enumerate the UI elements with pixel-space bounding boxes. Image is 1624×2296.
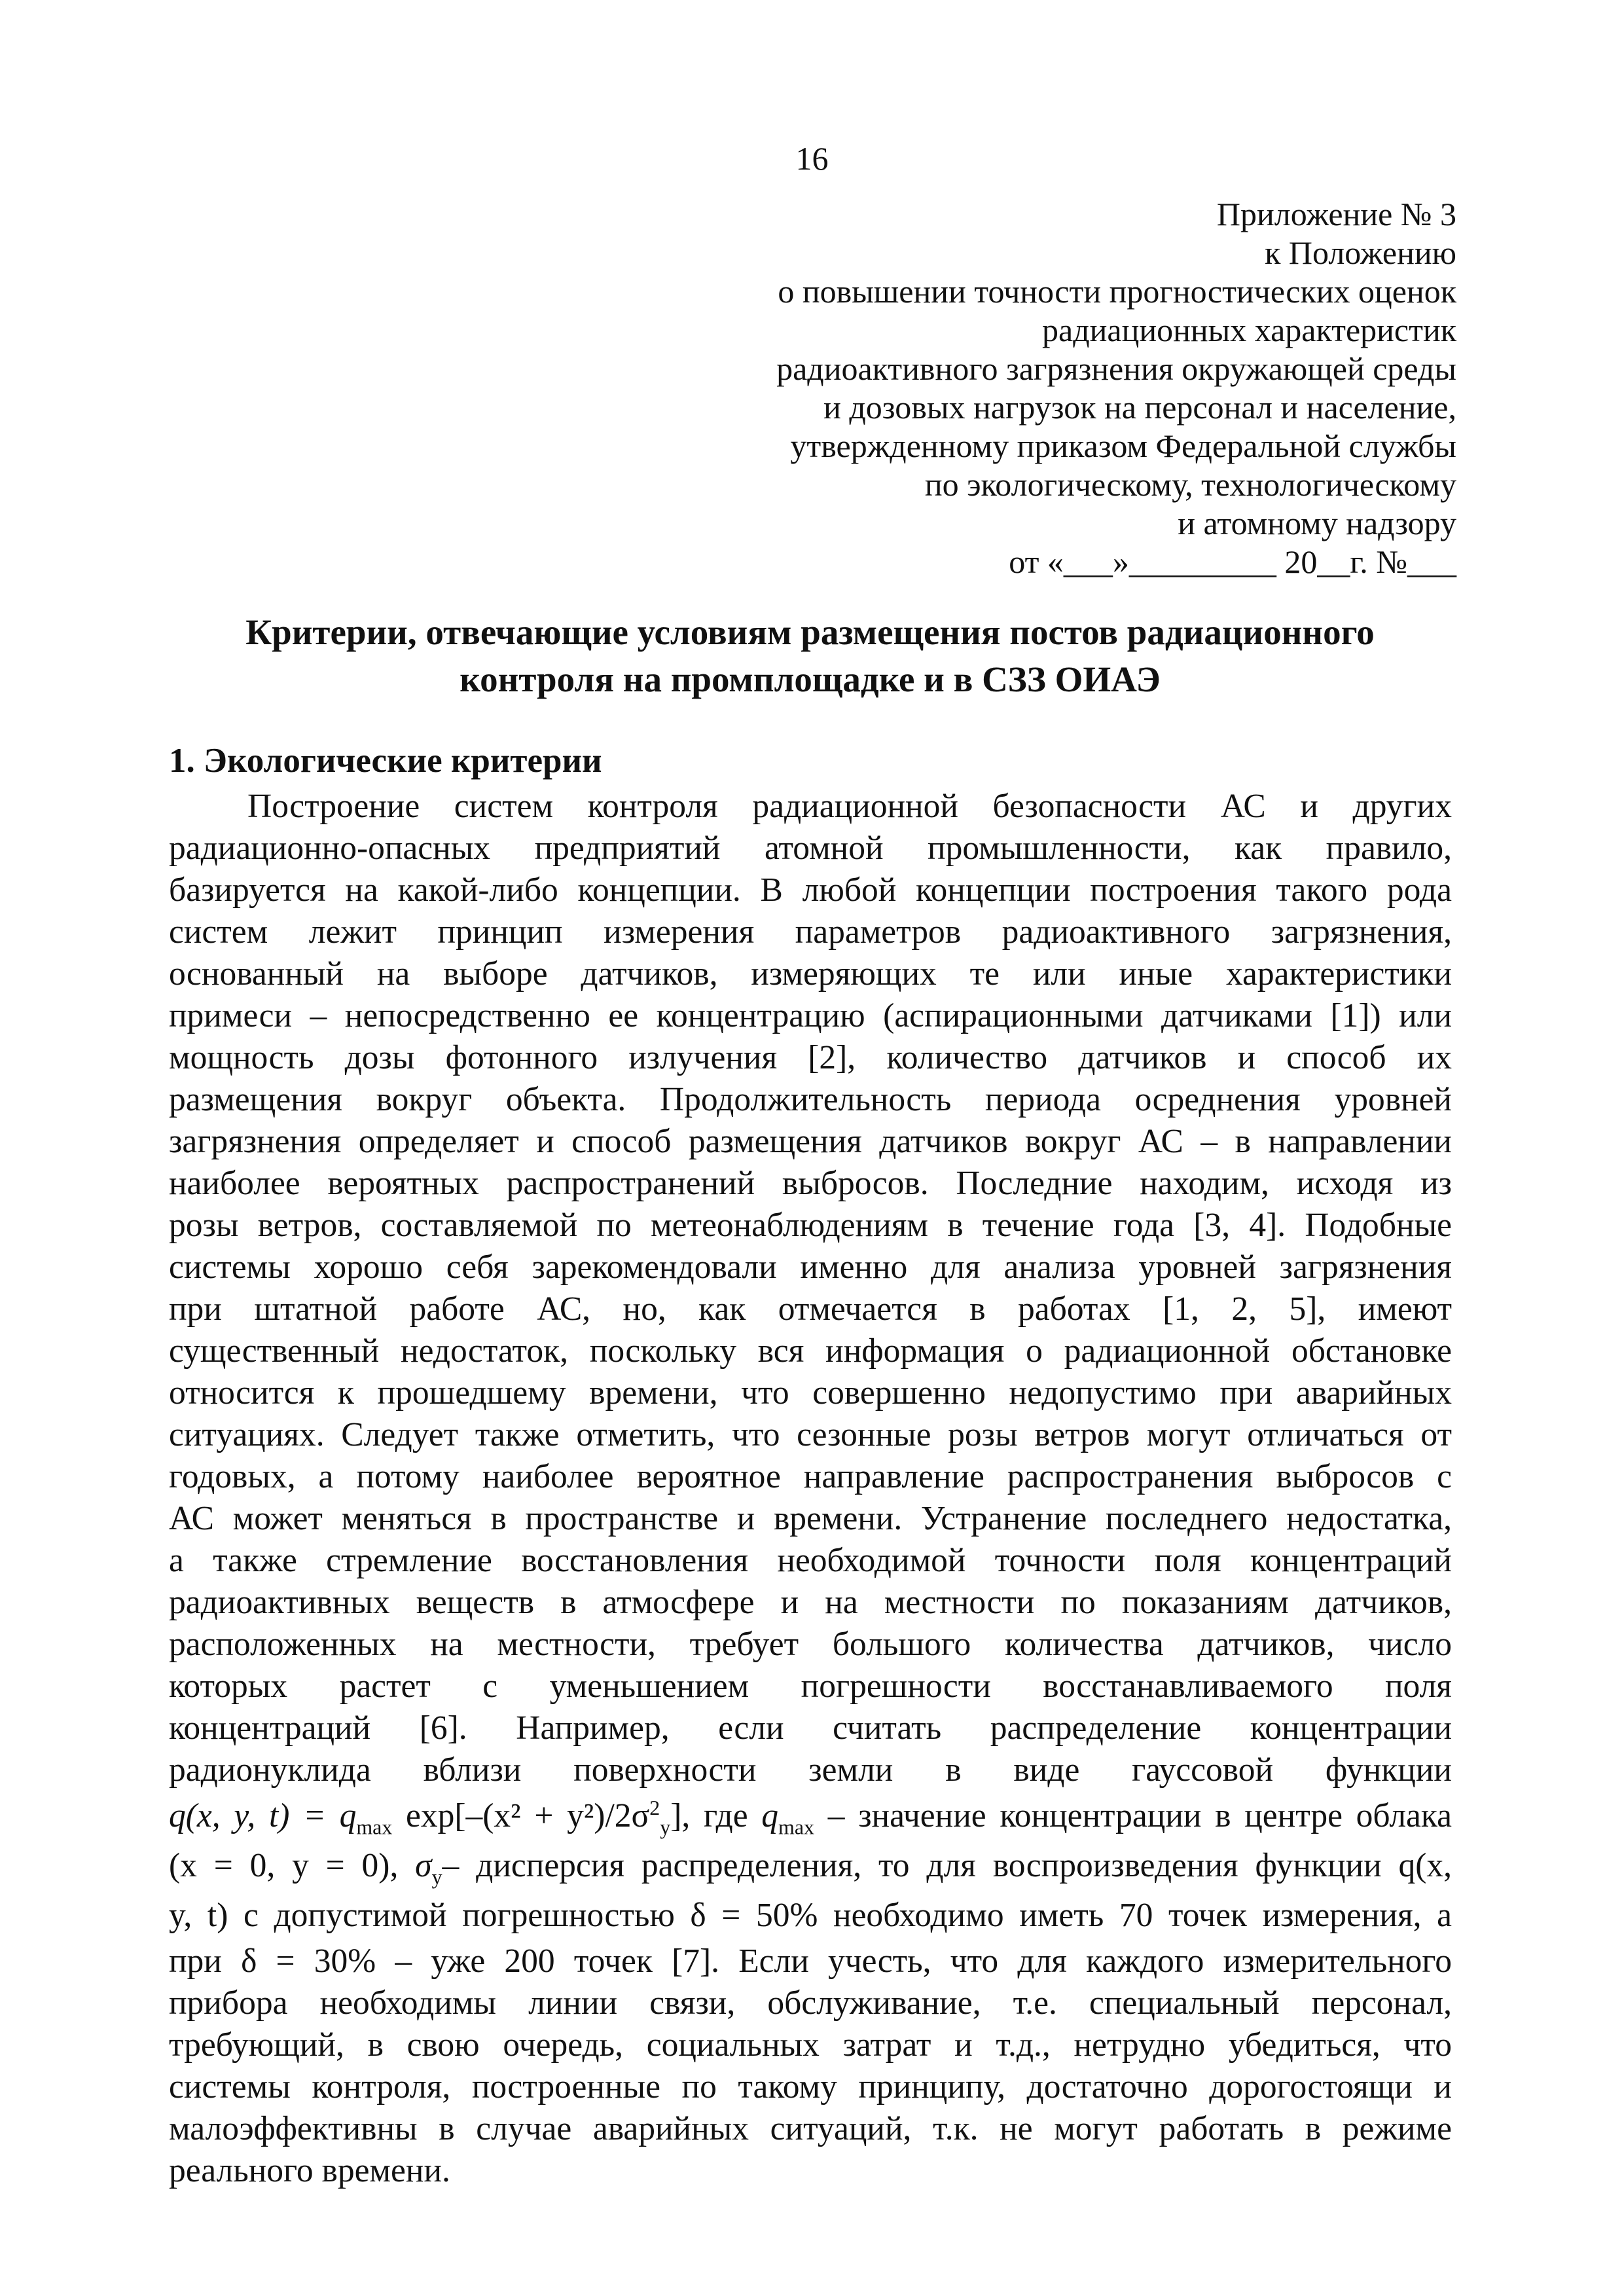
paragraph-line: радиационно-опасных предприятий атомной промышленности, как правило, (169, 829, 1452, 867)
formula-sigma-subscript: y (660, 1815, 671, 1839)
paragraph-line: систем лежит принцип измерения параметров радиоактивного загрязнения, (169, 913, 1452, 951)
paragraph-line: относится к прошедшему времени, что совершенно недопустимо при аварийных (169, 1374, 1452, 1412)
appendix-line: о повышении точности прогностических оценок (778, 273, 1456, 310)
formula-q-symbol: q (761, 1797, 779, 1834)
paragraph-line: розы ветров, составляемой по метеонаблюдениям в течение года [3, 4]. Подобные (169, 1207, 1452, 1244)
paragraph-line: системы хорошо себя зарекомендовали именно для анализа уровней загрязнения (169, 1248, 1452, 1286)
appendix-line: радиационных характеристик (1042, 312, 1456, 348)
formula-close-bracket: ] (670, 1797, 682, 1834)
paragraph-line: ситуациях. Следует также отметить, что сезонные розы ветров могут отличаться от (169, 1416, 1452, 1453)
formula-text: , где (681, 1797, 762, 1834)
formula-lhs: q(x, y, t) = q (169, 1797, 357, 1834)
appendix-line: и дозовых нагрузок на персонал и население, (823, 389, 1456, 426)
sigma-definition-line (169, 1841, 1452, 1891)
paragraph-line: y, t) с допустимой погрешностью δ = 50% необходимо иметь 70 точек измерения, а (169, 1897, 1452, 1934)
sigma-line-prefix: (x = 0, y = 0), (169, 1847, 416, 1884)
paragraph-line: существенный недостаток, поскольку вся информация о радиационной обстановке (169, 1332, 1452, 1370)
paragraph-line: требующий, в свою очередь, социальных затрат и т.д., нетрудно убедиться, что (169, 2026, 1452, 2064)
formula-q-subscript: max (778, 1815, 815, 1839)
formula-sigma-superscript: 2 (649, 1796, 660, 1819)
body-paragraph (169, 786, 1452, 2192)
section-heading: 1. Экологические критерии (169, 742, 602, 780)
paragraph-line: которых растет с уменьшением погрешности восстанавливаемого поля (169, 1667, 1452, 1705)
paragraph-line: радиоактивных веществ в атмосфере и на местности по показаниям датчиков, (169, 1584, 1452, 1621)
paragraph-line: прибора необходимы линии связи, обслуживание, т.е. специальный персонал, (169, 1984, 1452, 2022)
paragraph-line: а также стремление восстановления необходимой точности поля концентраций (169, 1542, 1452, 1579)
sigma-line-text: – дисперсия распределения, то для воспроизведения функции q(x, (442, 1847, 1452, 1884)
appendix-line: радиоактивного загрязнения окружающей среды (776, 350, 1456, 387)
paragraph-line: размещения вокруг объекта. Продолжительность периода осреднения уровней (169, 1081, 1452, 1118)
paragraph-line: системы контроля, построенные по такому принципу, достаточно дорогостоящи и (169, 2068, 1452, 2105)
paragraph-line: при δ = 30% – уже 200 точек [7]. Если учесть, что для каждого измерительного (169, 1942, 1452, 1980)
sigma-symbol: σ (415, 1847, 432, 1884)
appendix-line: и атомному надзору (1178, 505, 1456, 541)
paragraph-line: малоэффективны в случае аварийных ситуаций, т.к. не могут работать в режиме (169, 2110, 1452, 2147)
paragraph-line: основанный на выборе датчиков, измеряющих те или иные характеристики (169, 955, 1452, 993)
paragraph-line: АС может меняться в пространстве и времени. Устранение последнего недостатка, (169, 1500, 1452, 1537)
formula-lhs-subscript: max (356, 1815, 393, 1839)
paragraph-line: реального времени. (169, 2152, 450, 2189)
paragraph-line: наиболее вероятных распространений выбросов. Последние находим, исходя из (169, 1165, 1452, 1202)
appendix-date-line: от «___»_________ 20__г. №___ (1009, 543, 1456, 580)
formula-exp: exp[–(x² + y²)/2σ (392, 1797, 650, 1834)
gaussian-formula-line (169, 1791, 1452, 1841)
appendix-line: по экологическому, технологическому (924, 466, 1456, 503)
paragraph-line: расположенных на местности, требует большого количества датчиков, число (169, 1626, 1452, 1663)
title-line: Критерии, отвечающие условиям размещения постов радиационного (245, 612, 1375, 652)
appendix-line: утвержденному приказом Федеральной службы (790, 428, 1456, 464)
appendix-line: к Положению (1265, 234, 1456, 271)
paragraph-line: примеси – непосредственно ее концентрацию (аспирационными датчиками [1]) или (169, 997, 1452, 1034)
formula-text: – значение концентрации в центре облака (814, 1797, 1452, 1834)
paragraph-line: загрязнения определяет и способ размещения датчиков вокруг АС – в направлении (169, 1123, 1452, 1160)
paragraph-line: Построение систем контроля радиационной безопасности АС и других (247, 788, 1452, 825)
paragraph-line: при штатной работе АС, но, как отмечается в работах [1, 2, 5], имеют (169, 1290, 1452, 1328)
paragraph-line: годовых, а потому наиболее вероятное направление распространения выбросов с (169, 1458, 1452, 1495)
document-title (164, 609, 1456, 703)
paragraph-line: базируется на какой-либо концепции. В любой концепции построения такого рода (169, 871, 1452, 909)
page-number: 16 (795, 140, 829, 177)
appendix-line: Приложение № 3 (1216, 196, 1456, 232)
appendix-reference-block (475, 195, 1456, 581)
sigma-subscript: y (431, 1865, 442, 1889)
paragraph-line: концентраций [6]. Например, если считать распределение концентрации (169, 1709, 1452, 1747)
title-line: контроля на промплощадке и в СЗЗ ОИАЭ (460, 659, 1161, 699)
paragraph-line: радионуклида вблизи поверхности земли в виде гауссовой функции (169, 1751, 1452, 1789)
paragraph-line: мощность дозы фотонного излучения [2], количество датчиков и способ их (169, 1039, 1452, 1076)
